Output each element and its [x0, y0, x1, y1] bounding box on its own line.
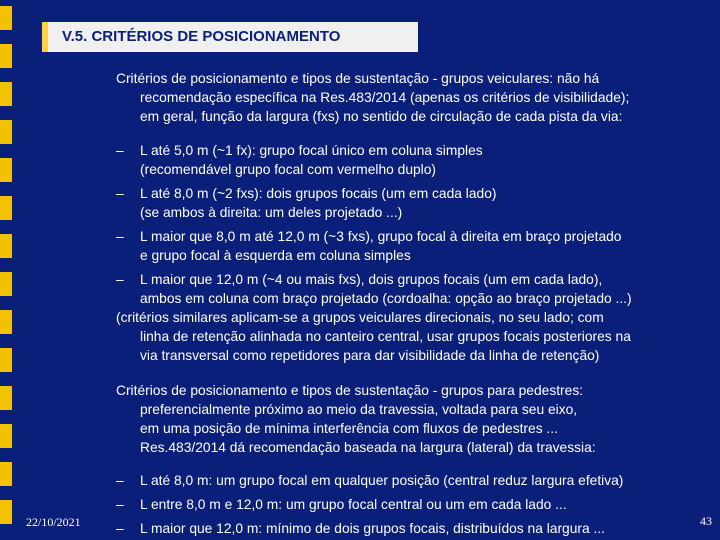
bullet-item	[116, 184, 716, 222]
bullet-line: L até 8,0 m: um grupo focal em qualquer posição (central reduz largura efetiva)	[140, 473, 624, 488]
bullet-line: L maior que 12,0 m: mínimo de dois grupos focais, distribuídos na largura ...	[140, 521, 605, 536]
bullet-item	[116, 227, 716, 265]
bullet-line: L entre 8,0 m e 12,0 m: um grupo focal central ou um em cada lado ...	[140, 497, 567, 512]
dash-bullet-icon: –	[116, 497, 124, 512]
bullet-line: L maior que 12,0 m (~4 ou mais fxs), dois grupos focais (um em cada lado),	[140, 272, 603, 287]
paragraph-line: Critérios de posicionamento e tipos de sustentação - grupos veiculares: não há	[116, 71, 600, 86]
bullet-line: L até 5,0 m (~1 fx): grupo focal único em coluna simples	[140, 143, 483, 158]
bullet-item	[116, 495, 716, 514]
paragraph-line: em geral, função da largura (fxs) no sentido de circulação de cada pista da via:	[140, 109, 623, 124]
bullet-line: ambos em coluna com braço projetado (cordoalha: opção ao braço projetado ...)	[140, 291, 632, 306]
bullet-item	[116, 270, 716, 308]
dash-bullet-icon: –	[116, 272, 124, 287]
paragraph-line: recomendação específica na Res.483/2014 (apenas os critérios de visibilidade);	[140, 90, 630, 105]
bullet-line: L maior que 8,0 m até 12,0 m (~3 fxs), grupo focal à direita em braço projetado	[140, 229, 622, 244]
paragraph-line: preferencialmente próximo ao meio da travessia, voltada para seu eixo,	[140, 402, 578, 417]
slide-content	[116, 69, 716, 538]
paragraph-directional-note	[116, 308, 716, 365]
bullet-line: L até 8,0 m (~2 fxs): dois grupos focais (um em cada lado)	[140, 186, 497, 201]
paragraph-line: via transversal como repetidores para dar visibilidade da linha de retenção)	[140, 348, 600, 363]
dash-bullet-icon: –	[116, 473, 124, 488]
paragraph-line: em uma posição de mínima interferência com fluxos de pedestres ...	[140, 421, 558, 436]
bullet-line: (recomendável grupo focal com vermelho duplo)	[140, 162, 437, 177]
paragraph-line: Critérios de posicionamento e tipos de sustentação - grupos para pedestres:	[116, 383, 584, 398]
paragraph-line: linha de retenção alinhada no canteiro central, usar grupos focais posteriores na	[140, 329, 631, 344]
dash-bullet-icon: –	[116, 186, 124, 201]
slide-title: V.5. CRITÉRIOS DE POSICIONAMENTO	[62, 28, 341, 45]
page-number: 43	[700, 514, 712, 528]
paragraph-pedestrian-criteria	[116, 381, 716, 457]
dash-bullet-icon: –	[116, 521, 124, 536]
dash-bullet-icon: –	[116, 229, 124, 244]
paragraph-line: (critérios similares aplicam-se a grupos veiculares direcionais, no seu lado; com	[116, 310, 604, 325]
bullet-item	[116, 471, 716, 490]
bullet-item	[116, 141, 716, 179]
paragraph-line: Res.483/2014 dá recomendação baseada na largura (lateral) da travessia:	[140, 440, 596, 455]
left-stripe-decoration	[0, 0, 18, 540]
slide-date: 22/10/2021	[26, 515, 81, 529]
paragraph-vehicle-criteria	[116, 69, 716, 126]
bullet-line: e grupo focal à esquerda em coluna simples	[140, 248, 411, 263]
bullet-item	[116, 519, 716, 538]
bullet-line: (se ambos à direita: um deles projetado ...)	[140, 205, 403, 220]
dash-bullet-icon: –	[116, 143, 124, 158]
